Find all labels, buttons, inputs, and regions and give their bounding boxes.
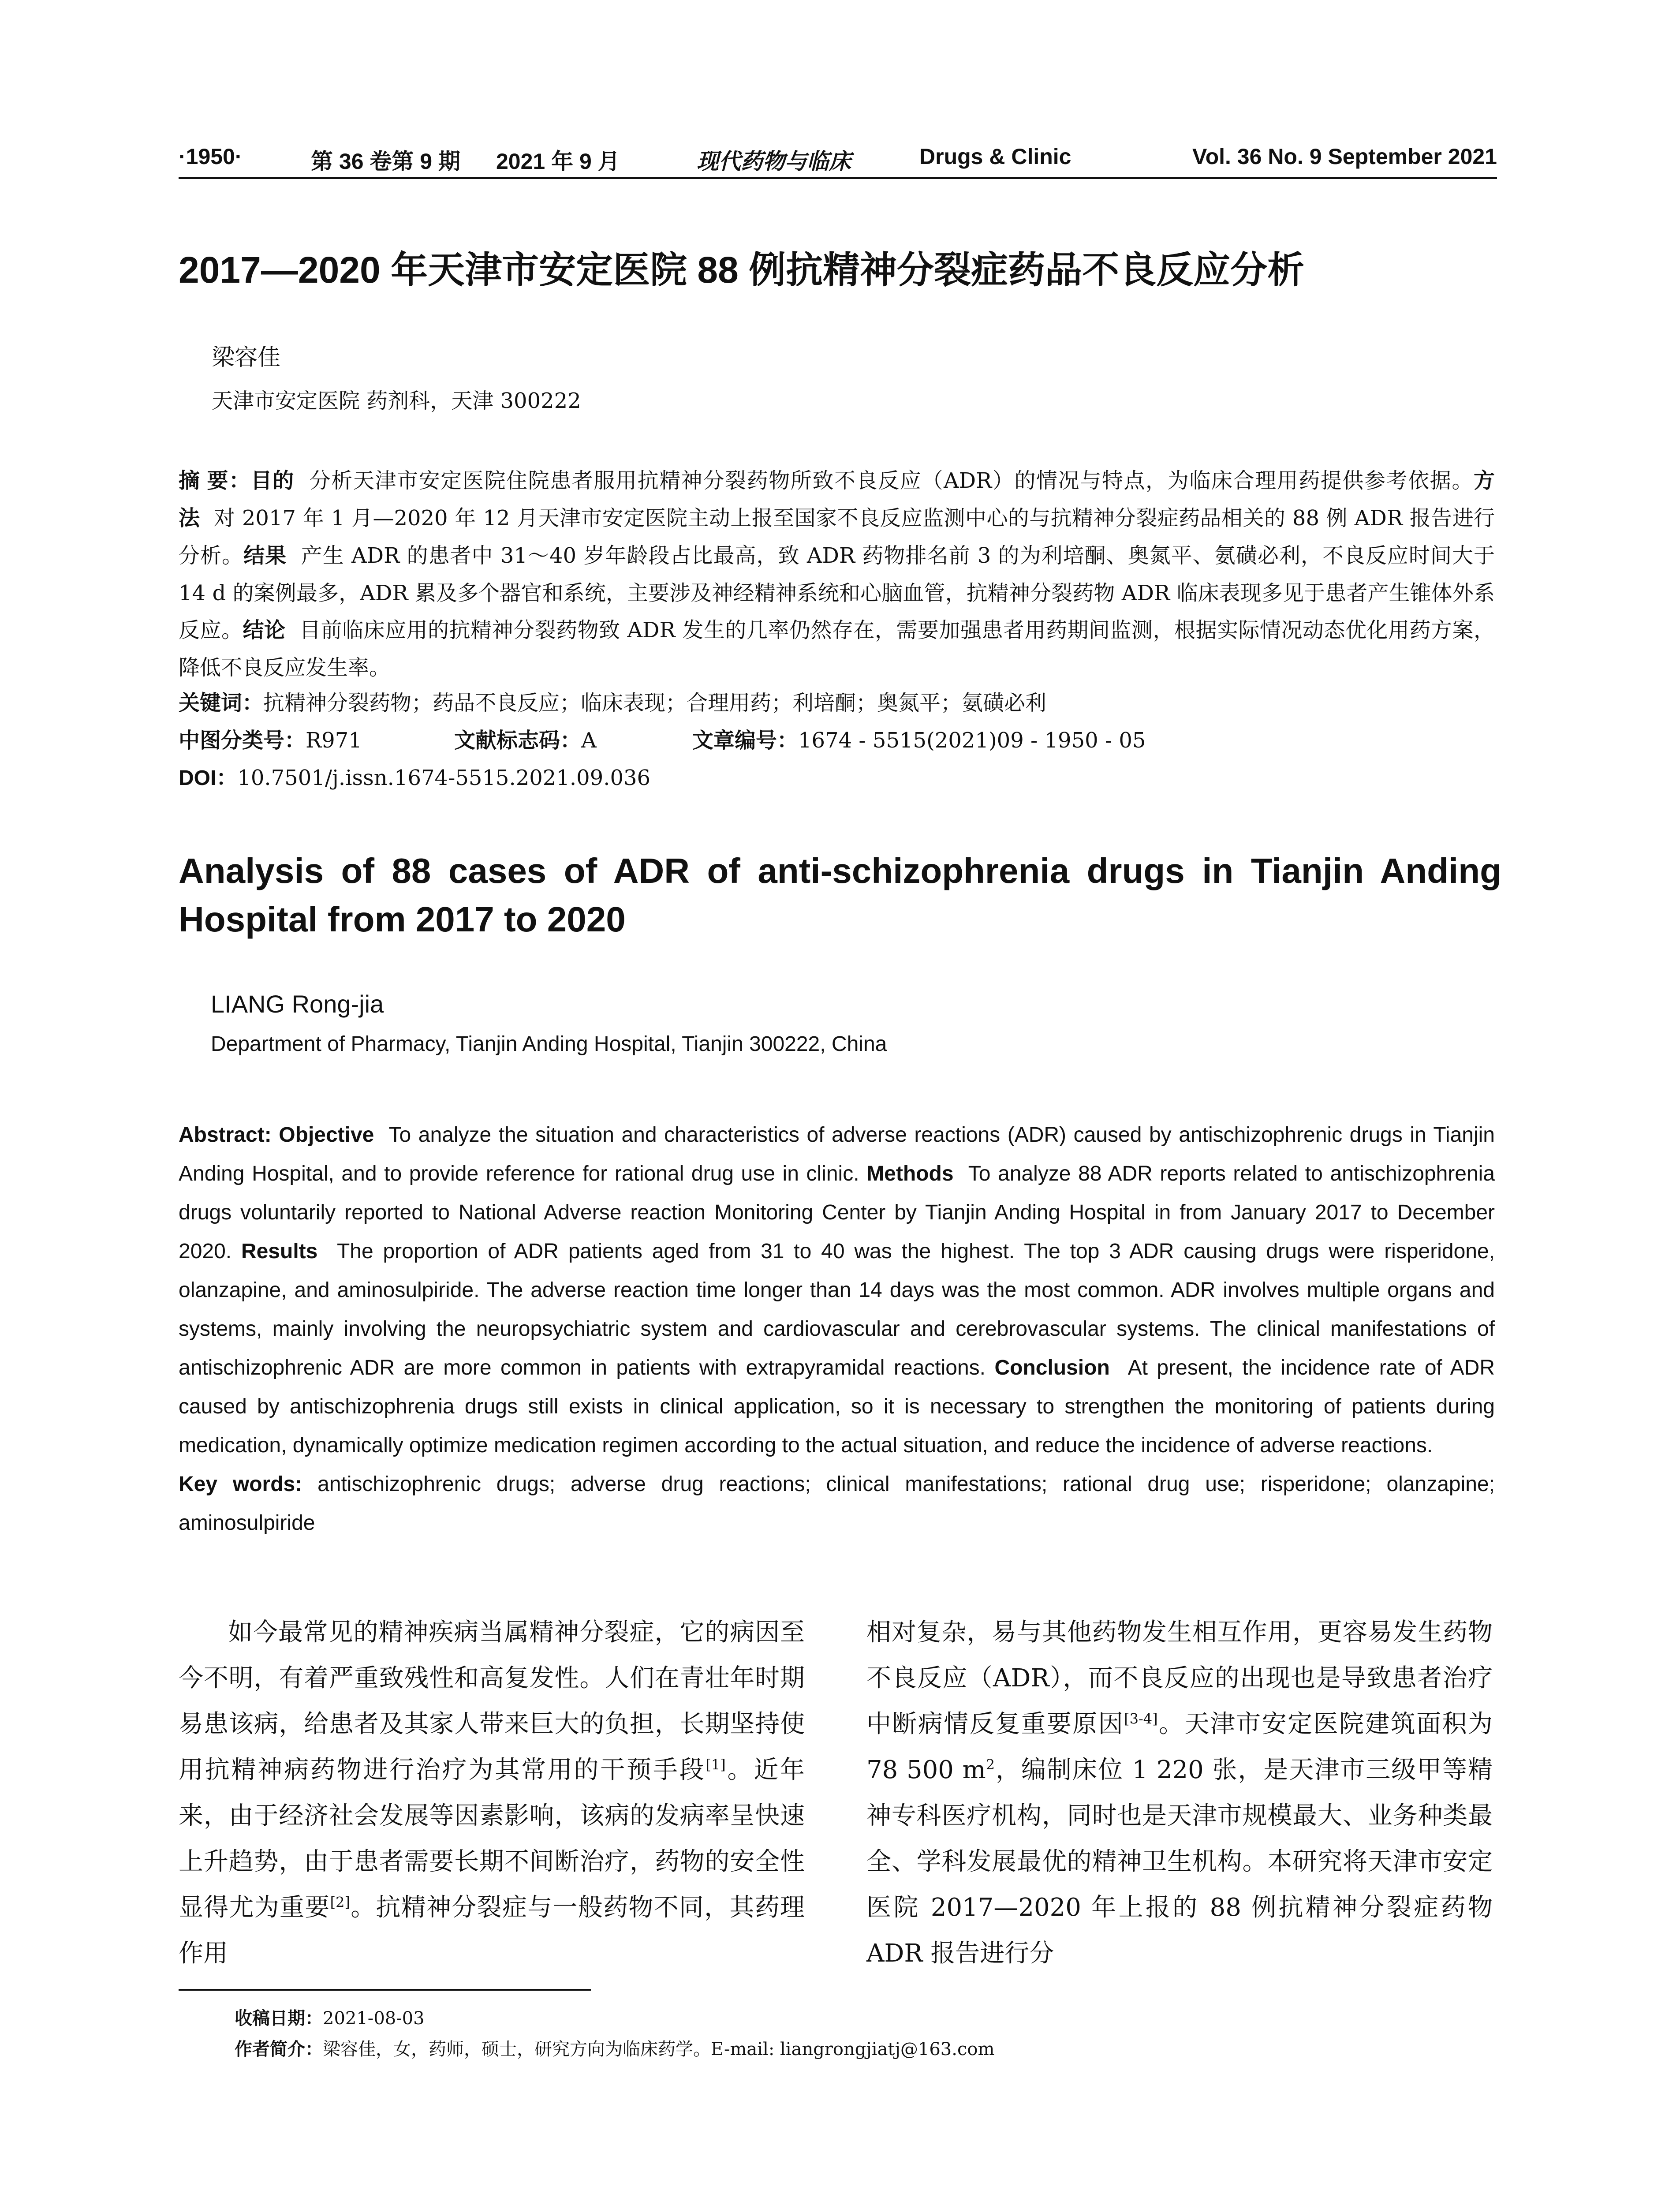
cn-methods: 对 2017 年 1 月—2020 年 12 月天津市安定医院主动上报至国家不良反应监测中心的与抗精神分裂症药品相关的 88 例 ADR 报告进行分析。 xyxy=(179,506,1495,568)
received-label: 收稿日期： xyxy=(235,2009,323,2028)
author-info-text: 梁容佳，女，药师，硕士，研究方向为临床药学。E-mail: liangrongjiatj@163.com xyxy=(323,2039,995,2059)
citation-2: [2] xyxy=(330,1894,350,1911)
body-right-text-c: ，编制床位 1 220 张，是天津市三级甲等精神专科医疗机构，同时也是天津市规模最大、业务种类最全、学科发展最优的精神卫生机构。本研究将天津市安定医院 2017—2020 年上报的 88 例抗精神分裂症药物 ADR 报告进行分 xyxy=(866,1756,1493,1968)
en-methods-label: Methods xyxy=(866,1162,954,1185)
body-left-column xyxy=(179,1610,805,1977)
header-volume-issue-cn: 第 36 卷第 9 期 xyxy=(311,149,460,174)
cn-methods-label: 方法 xyxy=(179,469,1495,530)
header-volume-en: Vol. 36 No. 9 September 2021 xyxy=(1192,144,1497,169)
cn-doc-code xyxy=(454,723,597,754)
cn-article-no: 1674 - 5515(2021)09 - 1950 - 05 xyxy=(798,728,1146,753)
cn-results: 产生 ADR 的患者中 31～40 岁年龄段占比最高，致 ADR 药物排名前 3 的为利培酮、奥氮平、氨磺必利，不良反应时间大于 14 d 的案例最多，ADR 累及多个器官和系统，主要涉及神经精神系统和心脑血管，抗精神分裂药物 ADR 临床表现多见于患者产生锥体外系反应。 xyxy=(179,543,1495,643)
en-abstract-label: Abstract: xyxy=(179,1123,272,1147)
cn-classification xyxy=(179,723,362,754)
cn-conclusion-label: 结论 xyxy=(243,619,286,642)
en-conclusion-label: Conclusion xyxy=(994,1356,1110,1379)
header-journal-cn: 现代药物与临床 xyxy=(697,148,851,174)
body-right-text-b: 。天津市安定医院建筑面积为 78 500 m xyxy=(866,1710,1493,1784)
cn-author: 梁容佳 xyxy=(212,344,281,371)
body-right-text-a: 相对复杂，易与其他药物发生相互作用，更容易发生药物不良反应（ADR），而不良反应的出现也是导致患者治疗中断病情反复重要原因 xyxy=(866,1618,1493,1738)
en-objective-label: Objective xyxy=(279,1123,374,1147)
cn-conclusion: 目前临床应用的抗精神分裂药物致 ADR 发生的几率仍然存在，需要加强患者用药期间监测，根据实际情况动态优化用药方案，降低不良反应发生率。 xyxy=(179,618,1495,680)
en-objective: To analyze the situation and characteristics of adverse reactions (ADR) caused by antischizophrenic drugs in Tianjin Anding Hospital, and to provide reference for rational drug use in clinic. xyxy=(179,1123,1495,1185)
citation-3-4: [3-4] xyxy=(1124,1710,1158,1727)
en-affiliation: Department of Pharmacy, Tianjin Anding Hospital, Tianjin 300222, China xyxy=(211,1032,887,1056)
cn-doi-label: DOI： xyxy=(179,766,238,790)
en-abstract xyxy=(179,1116,1495,1543)
en-title: Analysis of 88 cases of ADR of anti-schizophrenia drugs in Tianjin Anding Hospital from 2017 to 2020 xyxy=(179,851,1501,939)
en-keywords-label: Key words: xyxy=(179,1472,302,1496)
cn-keywords xyxy=(179,686,1046,716)
running-header xyxy=(179,142,1497,179)
author-info-label: 作者简介： xyxy=(235,2040,323,2059)
body-right-column xyxy=(866,1610,1493,1977)
en-author: LIANG Rong-jia xyxy=(211,990,384,1018)
citation-1: [1] xyxy=(706,1756,726,1773)
en-results-label: Results xyxy=(241,1240,318,1263)
en-conclusion: At present, the incidence rate of ADR caused by antischizophrenia drugs still exists in clinical application, so it is necessary to strengthen the monitoring of patients during medication, dynamically optimize medication regimen according to the actual situation, and reduce the incidence of adverse reactions. xyxy=(179,1356,1495,1457)
en-methods: To analyze 88 ADR reports related to antischizophrenia drugs voluntarily reported to National Adverse reaction Monitoring Center by Tianjin Anding Hospital in from January 2017 to December 2020. xyxy=(179,1162,1495,1263)
cn-clc: R971 xyxy=(306,728,362,753)
cn-results-label: 结果 xyxy=(243,544,287,568)
en-keywords: antischizophrenic drugs; adverse drug reactions; clinical manifestations; rational drug use; risperidone; olanzapine; aminosulpiride xyxy=(179,1472,1495,1535)
footnote-author-info xyxy=(235,2035,994,2060)
cn-article-number xyxy=(692,723,1146,754)
header-page-number: ·1950· xyxy=(179,144,243,169)
body-left-text-c: 。抗精神分裂症与一般药物不同，其药理作用 xyxy=(179,1893,805,1968)
cn-clc-label: 中图分类号： xyxy=(179,729,306,752)
en-results: The proportion of ADR patients aged from 31 to 40 was the highest. The top 3 ADR causing drugs were risperidone, olanzapine, and aminosulpiride. The adverse reaction time longer than 14 days was the most common. ADR involves multiple organs and systems, mainly involving the neuropsychiatric system and cardiovascular and cerebrovascular systems. The clinical manifestations of antischizophrenic ADR are more common in patients with extrapyramidal reactions. xyxy=(179,1240,1495,1379)
cn-abstract-label: 摘 要： xyxy=(179,469,251,493)
header-journal-en: Drugs & Clinic xyxy=(919,144,1071,169)
cn-keywords-label: 关键词： xyxy=(179,691,264,715)
cn-abstract xyxy=(179,462,1495,686)
body-left-text-a: 如今最常见的精神疾病当属精神分裂症，它的病因至今不明，有着严重致残性和高复发性。人们在青壮年时期易患该病，给患者及其家人带来巨大的负担，长期坚持使用抗精神病药物进行治疗为其常用的干预手段 xyxy=(179,1618,805,1784)
received-date: 2021-08-03 xyxy=(323,2008,425,2029)
body-left-text-b: 。近年来，由于经济社会发展等因素影响，该病的发病率呈快速上升趋势，由于患者需要长期不间断治疗，药物的安全性显得尤为重要 xyxy=(179,1756,805,1922)
cn-doc-code-value: A xyxy=(581,728,597,753)
cn-affiliation: 天津市安定医院 药剂科，天津 300222 xyxy=(212,389,581,413)
area-unit-superscript: 2 xyxy=(986,1756,995,1773)
cn-doi-value: 10.7501/j.issn.1674-5515.2021.09.036 xyxy=(237,766,651,790)
header-date-cn: 2021 年 9 月 xyxy=(496,149,620,174)
cn-keywords-text: 抗精神分裂药物；药品不良反应；临床表现；合理用药；利培酮；奥氮平；氨磺必利 xyxy=(263,691,1047,715)
cn-doc-code-label: 文献标志码： xyxy=(454,729,582,752)
footnote-received xyxy=(235,2004,425,2029)
cn-objective: 分析天津市安定医院住院患者服用抗精神分裂药物所致不良反应（ADR）的情况与特点，为临床合理用药提供参考依据。 xyxy=(309,468,1474,493)
cn-objective-label: 目的 xyxy=(250,469,295,493)
cn-article-no-label: 文章编号： xyxy=(692,729,799,752)
footnote-divider xyxy=(179,1989,591,1991)
cn-title: 2017—2020 年天津市安定医院 88 例抗精神分裂症药品不良反应分析 xyxy=(179,249,1305,291)
cn-doi xyxy=(179,761,650,791)
